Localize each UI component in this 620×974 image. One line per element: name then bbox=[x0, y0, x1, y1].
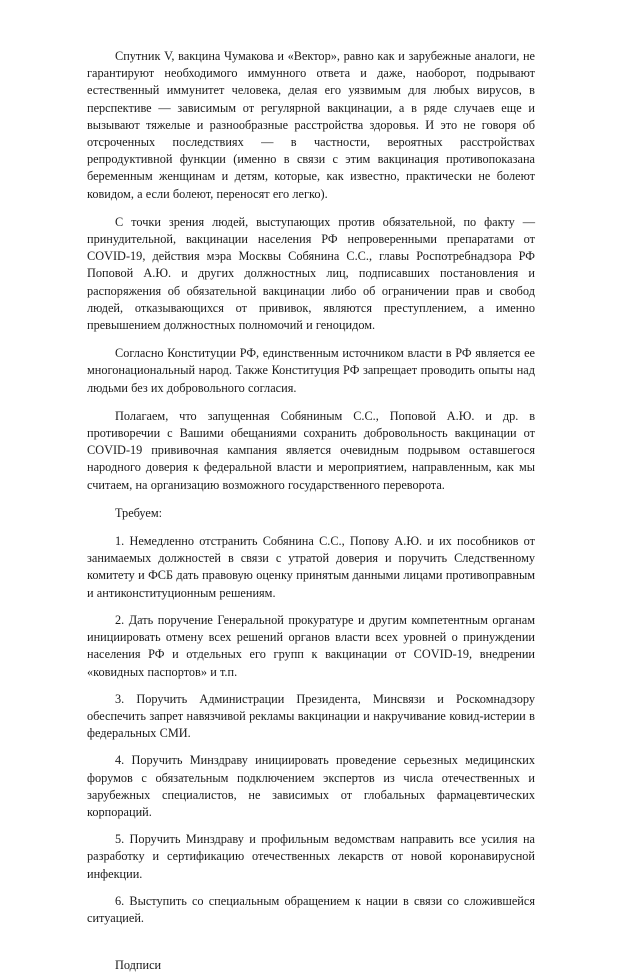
paragraph-spacer bbox=[87, 742, 535, 752]
paragraph-spacer bbox=[87, 522, 535, 533]
demand-item-5: 5. Поручить Минздраву и профильным ведомствам направить все усилия на разработку и сертификацию отечественных лекарств от новой коронавирусной инфекции. bbox=[87, 832, 535, 881]
paragraph-spacer bbox=[87, 494, 535, 505]
paragraph-4: Полагаем, что запущенная Собяниным С.С., Поповой А.Ю. и др. в противоречии с Вашими обещаниями сохранить добровольность вакцинации от COVID-19 прививочная кампания является очевидным подрывом оставшегося народного доверия к федеральной власти и мероприятием, направленным, как мы считаем, на организацию возможного государственного переворота. bbox=[87, 408, 535, 492]
paragraph-spacer bbox=[87, 602, 535, 612]
demand-item-3: 3. Поручить Администрации Президента, Минсвязи и Роскомнадзору обеспечить запрет навязчивой рекламы вакцинации и накручивание ковид-истерии в федеральных СМИ. bbox=[87, 691, 535, 741]
signature-spacer bbox=[87, 927, 535, 957]
signature-label: Подписи bbox=[115, 958, 162, 973]
paragraph-spacer bbox=[87, 334, 535, 345]
paragraph-spacer bbox=[87, 681, 535, 691]
paragraph-spacer bbox=[87, 883, 535, 893]
paragraph-spacer bbox=[87, 203, 535, 214]
paragraph-spacer bbox=[87, 397, 535, 408]
paragraph-2: С точки зрения людей, выступающих против обязательной, по факту — принудительной, вакцинации населения РФ непроверенными препаратами от COVID-19, действия мэра Москвы Собянина С.С., главы Роспотребнадзора РФ Поповой А.Ю. и других должностных лиц, подписавших постановления и распоряжения об обязательной вакцинации либо об ограничении прав и свобод людей, отказывающихся от прививок, являются преступлением, а именно превышением должностных полномочий и геноцидом. bbox=[87, 214, 535, 333]
demand-item-1: 1. Немедленно отстранить Собянина С.С., Попову А.Ю. и их пособников от занимаемых должностей в связи с утратой доверия и поручить Следственному комитету и ФСБ дать правовую оценку принятым данными лицами противоправным и антиконституционным решениям. bbox=[87, 534, 535, 600]
paragraph-3: Согласно Конституции РФ, единственным источником власти в РФ является ее многонациональный народ. Также Конституция РФ запрещает проводить опыты над людьми без их добровольного согласия. bbox=[87, 346, 535, 395]
demand-item-6: 6. Выступить со специальным обращением к нации в связи со сложившейся ситуацией. bbox=[87, 893, 535, 925]
document-body bbox=[87, 48, 535, 974]
paragraph-1: Спутник V, вакцина Чумакова и «Вектор», равно как и зарубежные аналоги, не гарантируют необходимого иммунного ответа и даже, наоборот, подрывают естественный иммунитет человека, делая его уязвимым для любых вирусов, в перспективе — зависимым от регулярной вакцинации, а в ряде случаев еще и вызывают тяжелые и разнообразные расстройства здоровья. И это не говоря об отсроченных последствиях — в частности, вероятных расстройствах репродуктивной функции (именно в связи с этим вакцинация противопоказана беременным женщинам и детям, которые, как известно, практически не болеют ковидом, а если болеют, переносят его легко). bbox=[87, 49, 535, 201]
paragraph-spacer bbox=[87, 821, 535, 831]
demand-heading: Требуем: bbox=[115, 505, 163, 520]
demand-item-4: 4. Поручить Минздраву инициировать проведение серьезных медицинских форумов с обязательным подключением экспертов из числа отечественных и зарубежных специалистов, не зависимых от глобальных фармацевтических корпораций. bbox=[87, 753, 535, 819]
demand-item-2: 2. Дать поручение Генеральной прокуратуре и другим компетентным органам инициировать отмену всех решений органов власти всех уровней о принуждении населения РФ и отдельных его групп к вакцинации от COVID-19, внедрении «ковидных паспортов» и т.п. bbox=[87, 612, 535, 679]
